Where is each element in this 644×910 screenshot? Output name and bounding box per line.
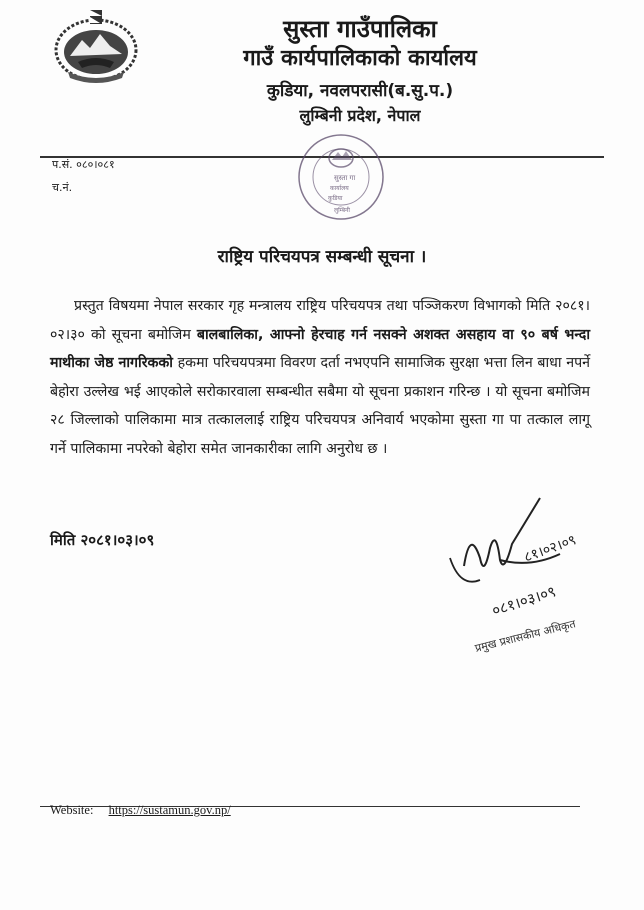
website-label: Website: [50, 803, 94, 817]
letterhead [160, 14, 560, 128]
svg-text:कार्यालय: कार्यालय [330, 185, 349, 192]
office-province: लुम्बिनी प्रदेश, नेपाल [299, 106, 421, 125]
dispatch-number: च.नं. [52, 181, 73, 194]
notice-paragraph-start: प्रस्तुत विषयमा नेपाल सरकार गृह मन्त्रालय राष्ट्रिय परिचयपत्र तथा पञ्जिकरण विभागको मिति २०८१।०२।३० को सूचना बमोजिम [50, 298, 590, 343]
notice-body [50, 292, 590, 463]
notice-title: राष्ट्रिय परिचयपत्र सम्बन्धी सूचना । [217, 247, 427, 267]
notice-emphasis: बालबालिका, आफ्नो हेरचाह गर्न नसक्ने अशक्त असहाय वा ९० बर्ष भन्दा माथीका जेष्ठ नागरिकको [50, 326, 590, 371]
office-stamp-icon [294, 130, 388, 224]
svg-text:कुडिया: कुडिया [328, 195, 343, 202]
office-subtitle: गाउँ कार्यपालिकाको कार्यालय [243, 46, 477, 71]
notice-paragraph-rest: हकमा परिचयपत्रमा विवरण दर्ता नभएपनि सामाजिक सुरक्षा भत्ता लिन बाधा नपर्ने बेहोरा उल्लेख भई आएकोले सरोकारवाला सम्बन्धीत सबैमा यो सूचना प्रकाशन गरिन्छ । यो सूचना बमोजिम २८ जिल्लाको पालिकामा मात्र तत्काललाई राष्ट्रिय परिचयपत्र अनिवार्य भएकोमा सुस्ता गा पा तत्काल लागू गर्ने पालिकामा नपरेको बेहोरा समेत जानकारीका लागि अनुरोध छ । [50, 355, 590, 457]
svg-text:प्रमुख प्रशासकीय अधिकृत: प्रमुख प्रशासकीय अधिकृत [473, 617, 577, 655]
notice-date: मिति २०८१।०३।०९ [50, 531, 155, 549]
office-address: कुडिया, नवलपरासी(ब.सु.प.) [266, 81, 454, 101]
signature-icon [440, 488, 610, 658]
svg-text:८१।०२।०९: ८१।०२।०९ [521, 532, 579, 566]
reference-number: प.सं. ०८०।०८१ [52, 158, 115, 171]
office-name: सुस्ता गाउँपालिका [283, 15, 437, 43]
website-link[interactable]: https://sustamun.gov.np/ [108, 803, 231, 817]
svg-text:लुम्बिनी: लुम्बिनी [334, 207, 350, 214]
footer-website [50, 803, 231, 818]
nepal-emblem-icon [50, 6, 142, 86]
svg-text:सुस्ता गा: सुस्ता गा [334, 174, 356, 182]
svg-text:०८१।०३।०९: ०८१।०३।०९ [489, 582, 558, 620]
